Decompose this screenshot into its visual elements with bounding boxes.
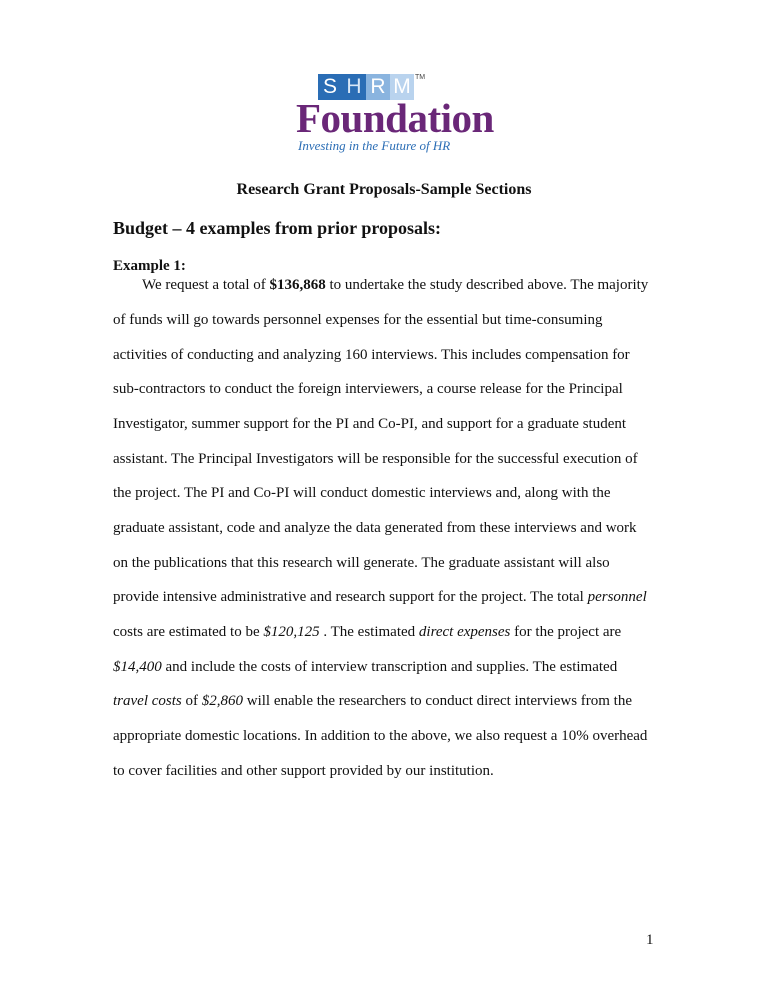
logo-box-s: S — [318, 74, 342, 100]
paragraph-line-8: graduate assistant, code and analyze the data generated from these interviews and work — [113, 520, 637, 536]
logo-tagline: Investing in the Future of HR — [298, 138, 451, 153]
paragraph-line-14: appropriate domestic locations. In addition to the above, we also request a 10% overhead — [113, 728, 648, 744]
page-number: 1 — [646, 932, 654, 948]
example-label: Example 1: — [113, 258, 186, 274]
paragraph-line-6: assistant. The Principal Investigators will be responsible for the successful execution of — [113, 451, 638, 467]
logo-box-h: H — [342, 74, 366, 100]
section-heading: Budget – 4 examples from prior proposals: — [113, 218, 442, 238]
paragraph-line-3: activities of conducting and analyzing 160 interviews. This includes compensation for — [113, 347, 630, 363]
logo-box-m: M — [390, 74, 414, 100]
logo-trademark: TM — [415, 74, 426, 81]
shrm-foundation-logo — [296, 74, 494, 156]
paragraph-line-7: the project. The PI and Co-PI will conduct domestic interviews and, along with the — [113, 485, 611, 501]
paragraph-line-2: of funds will go towards personnel expenses for the essential but time-consuming — [113, 312, 603, 328]
logo-wordmark: Foundation — [296, 95, 494, 141]
paragraph-line-9: on the publications that this research will generate. The graduate assistant will also — [113, 555, 610, 571]
paragraph-line-1: We request a total of $136,868 to undertake the study described above. The majority — [142, 277, 649, 293]
paragraph-line-15: to cover facilities and other support provided by our institution. — [113, 763, 494, 779]
paragraph-line-4: sub-contractors to conduct the foreign interviewers, a course release for the Principal — [113, 381, 623, 397]
paragraph-line-5: Investigator, summer support for the PI and Co-PI, and support for a graduate student — [113, 416, 627, 432]
paragraph-line-13: travel costs of $2,860 will enable the researchers to conduct direct interviews from the — [113, 693, 633, 709]
logo-box-r: R — [366, 74, 390, 100]
paragraph-line-11: costs are estimated to be $120,125 . The estimated direct expenses for the project are — [113, 624, 622, 640]
paragraph-line-10: provide intensive administrative and research support for the project. The total personnel — [113, 589, 647, 605]
paragraph-line-12: $14,400 and include the costs of interview transcription and supplies. The estimated — [113, 659, 618, 675]
document-title: Research Grant Proposals-Sample Sections — [236, 181, 532, 198]
